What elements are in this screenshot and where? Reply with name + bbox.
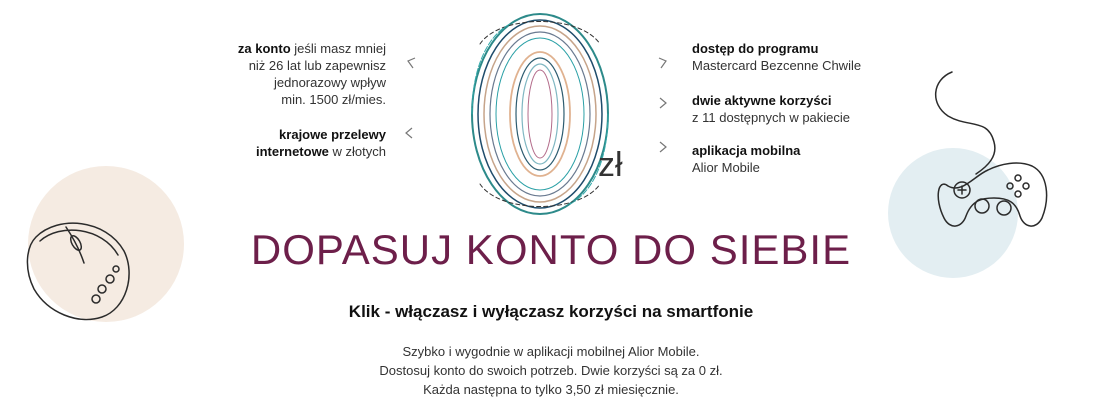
feature-account-free-line1: niż 26 lat lub zapewnisz xyxy=(248,58,386,73)
feature-transfers-text: w złotych xyxy=(328,144,386,159)
arrow-icon xyxy=(656,140,670,154)
arrow-icon xyxy=(402,126,416,140)
page-subheadline: Klik - włączasz i wyłączasz korzyści na smartfonie xyxy=(348,302,754,321)
page-headline: DOPASUJ KONTO DO SIEBIE xyxy=(250,226,852,273)
feature-benefits-text: z 11 dostępnych w pakiecie xyxy=(692,110,851,125)
feature-mastercard xyxy=(692,40,892,74)
description-line: Dostosuj konto do swoich potrzeb. Dwie korzyści są za 0 zł. xyxy=(379,363,723,378)
feature-account-free-line3: min. 1500 zł/mies. xyxy=(281,92,386,107)
gamepad-icon xyxy=(928,68,1053,238)
feature-transfers-bold-line1: krajowe przelewy xyxy=(279,127,386,142)
description-line: Każda następna to tylko 3,50 zł miesięcznie. xyxy=(423,382,679,397)
feature-mobile-app-bold: aplikacja mobilna xyxy=(692,143,801,158)
hero-unit: zł xyxy=(598,146,623,184)
feature-account-free-text: jeśli masz mniej xyxy=(290,41,386,56)
feature-benefits-bold: dwie aktywne korzyści xyxy=(692,93,832,108)
arrow-icon xyxy=(656,56,670,70)
feature-mobile-app xyxy=(692,142,892,176)
feature-transfers-bold-line2: internetowe xyxy=(255,144,329,159)
feature-transfers xyxy=(200,126,386,160)
feature-mastercard-bold: dostęp do programu xyxy=(692,41,819,56)
description xyxy=(0,342,1102,399)
feature-benefits xyxy=(692,92,892,126)
hero-zero-graphic xyxy=(440,4,640,224)
description-line: Szybko i wygodnie w aplikacji mobilnej Alior Mobile. xyxy=(402,344,700,359)
feature-account-free-line2: jednorazowy wpływ xyxy=(274,75,386,90)
feature-account-free-bold: za konto xyxy=(237,41,291,56)
arrow-icon xyxy=(404,56,418,70)
feature-mastercard-text: Mastercard Bezcenne Chwile xyxy=(692,58,862,73)
feature-account-free xyxy=(200,40,386,108)
feature-mobile-app-text: Alior Mobile xyxy=(692,160,760,175)
arrow-icon xyxy=(656,96,670,110)
